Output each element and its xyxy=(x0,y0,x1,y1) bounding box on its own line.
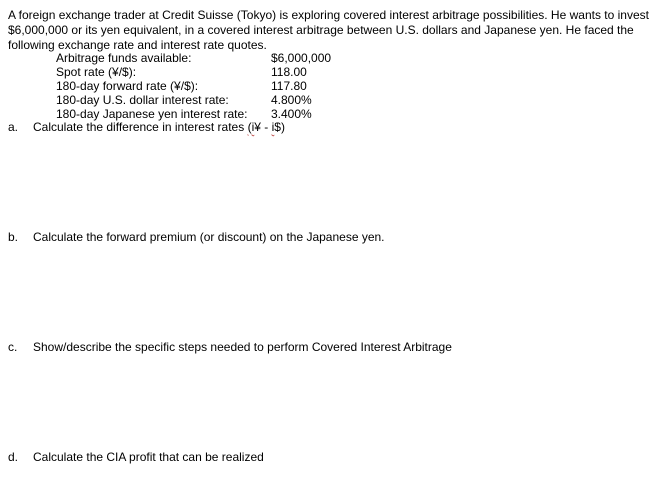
question-b xyxy=(8,230,385,244)
question-text: Calculate the forward premium (or discount) on the Japanese yen. xyxy=(33,230,385,244)
question-letter: a. xyxy=(8,120,19,134)
quote-row-usd-interest xyxy=(56,93,351,107)
question-text: Calculate the CIA profit that can be realized xyxy=(33,450,264,464)
expr-open: ( xyxy=(247,120,252,134)
question-letter: d. xyxy=(8,450,19,464)
quote-value: 118.00 xyxy=(271,65,307,79)
question-a xyxy=(8,120,285,134)
quote-label: 180-day forward rate (¥/$): xyxy=(56,79,199,93)
quote-value: 3.400% xyxy=(271,107,312,121)
question-letter: b. xyxy=(8,230,19,244)
expr-close: $) xyxy=(274,120,285,134)
interest-difference-expression xyxy=(248,120,285,134)
quote-row-jpy-interest xyxy=(56,107,351,121)
quote-value: 4.800% xyxy=(271,93,312,107)
problem-intro: A foreign exchange trader at Credit Suisse (Tokyo) is exploring covered interest arbitrage possibilities. He wants to invest $6,000,000 or its yen equivalent, in a covered interest arbitrage between U.S. dollars and Japanese yen. He faced the following exchange rate and interest rate quotes. xyxy=(8,8,649,52)
quote-row-arbitrage-funds xyxy=(56,51,351,65)
quote-label: Arbitrage funds available: xyxy=(56,51,192,65)
expr-i-usd: i xyxy=(271,120,275,134)
quote-row-spot-rate xyxy=(56,65,351,79)
quote-row-forward-rate xyxy=(56,79,351,93)
quote-label: Spot rate (¥/$): xyxy=(56,65,137,79)
expr-i-yen: i xyxy=(251,120,255,134)
question-c xyxy=(8,340,452,354)
question-text: Show/describe the specific steps needed to perform Covered Interest Arbitrage xyxy=(33,340,452,354)
quotes-table xyxy=(56,51,351,121)
question-text: Calculate the difference in interest rates xyxy=(33,120,248,134)
question-letter: c. xyxy=(8,340,18,354)
question-d xyxy=(8,450,264,464)
quote-label: 180-day U.S. dollar interest rate: xyxy=(56,93,229,107)
quote-label: 180-day Japanese yen interest rate: xyxy=(56,107,248,121)
quote-value: $6,000,000 xyxy=(271,51,332,65)
expr-mid: ¥ - xyxy=(254,120,272,134)
quote-value: 117.80 xyxy=(271,79,307,93)
